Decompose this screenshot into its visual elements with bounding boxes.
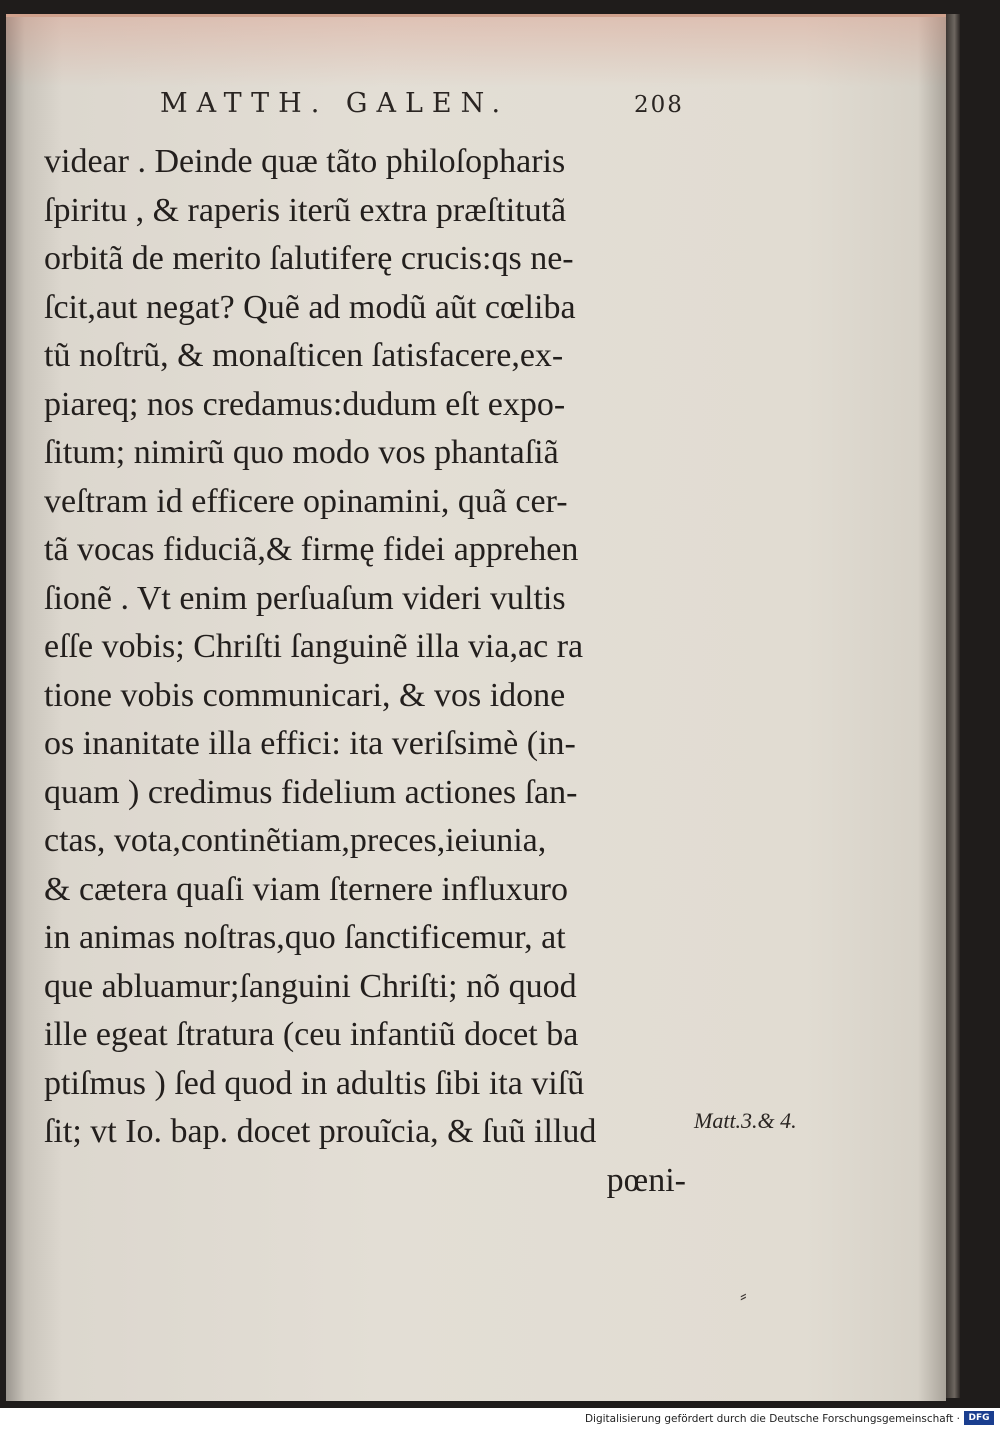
page-number: 208 — [634, 92, 684, 118]
text-line: piareq; nos credamus:dudum eſt expo- — [44, 385, 566, 423]
text-line: tione vobis communicari, & vos idone — [44, 676, 566, 714]
text-line: tã vocas fiduciã,& firmę fidei apprehen — [44, 531, 579, 568]
text-line: ctas, vota,continẽtiam,preces,ieiunia, — [44, 822, 547, 859]
dfg-logo: DFG — [964, 1411, 994, 1425]
body-text — [44, 138, 694, 1205]
ink-mark: ⸗ — [740, 1283, 747, 1307]
text-line: veſtram id efficere opinamini, quã cer- — [44, 482, 568, 520]
text-line: ſcit,aut negat? Quẽ ad modũ aũt cœliba — [44, 288, 576, 326]
text-line: quam ) credimus fidelium actiones ſan- — [44, 773, 578, 811]
text-line: ſitum; nimirũ quo modo vos phantaſiã — [44, 434, 559, 471]
text-line: ſit; vt Io. bap. docet prouĩcia, & ſuũ illud — [44, 1113, 597, 1150]
text-line: & cætera quaſi viam ſternere influxuro — [44, 870, 568, 908]
running-title: MATTH. GALEN. — [160, 88, 510, 119]
funding-credit: Digitalisierung gefördert durch die Deutsche Forschungsgemeinschaft · — [584, 1413, 960, 1425]
text-line: tũ noſtrũ, & monaſticen ſatisfacere,ex- — [44, 337, 564, 374]
text-line: videar . Deinde quæ tãto philoſopharis — [44, 143, 566, 180]
catchword: pœni- — [606, 1161, 686, 1199]
text-line: que abluamur;ſanguini Chriſti; nõ quod — [44, 967, 577, 1005]
text-line: os inanitate illa effici: ita veriſsimè (in- — [44, 725, 576, 762]
margin-note: Matt.3.& 4. — [694, 1108, 797, 1133]
text-line: ille egeat ſtratura (ceu infantiũ docet ba — [44, 1016, 579, 1053]
text-line: ptiſmus ) ſed quod in adultis ſibi ita viſũ — [44, 1064, 585, 1102]
text-line: ſionẽ . Vt enim perſuaſum videri vultis — [44, 579, 566, 617]
text-line: eſſe vobis; Chriſti ſanguinẽ illa via,ac ra — [44, 628, 584, 665]
text-line: orbitã de merito ſalutiferę crucis:qs ne- — [44, 240, 574, 277]
text-line: in animas noſtras,quo ſanctificemur, at — [44, 919, 566, 956]
page-edge — [946, 14, 960, 1398]
text-line: ſpiritu , & raperis iterũ extra præſtitutã — [44, 191, 567, 229]
